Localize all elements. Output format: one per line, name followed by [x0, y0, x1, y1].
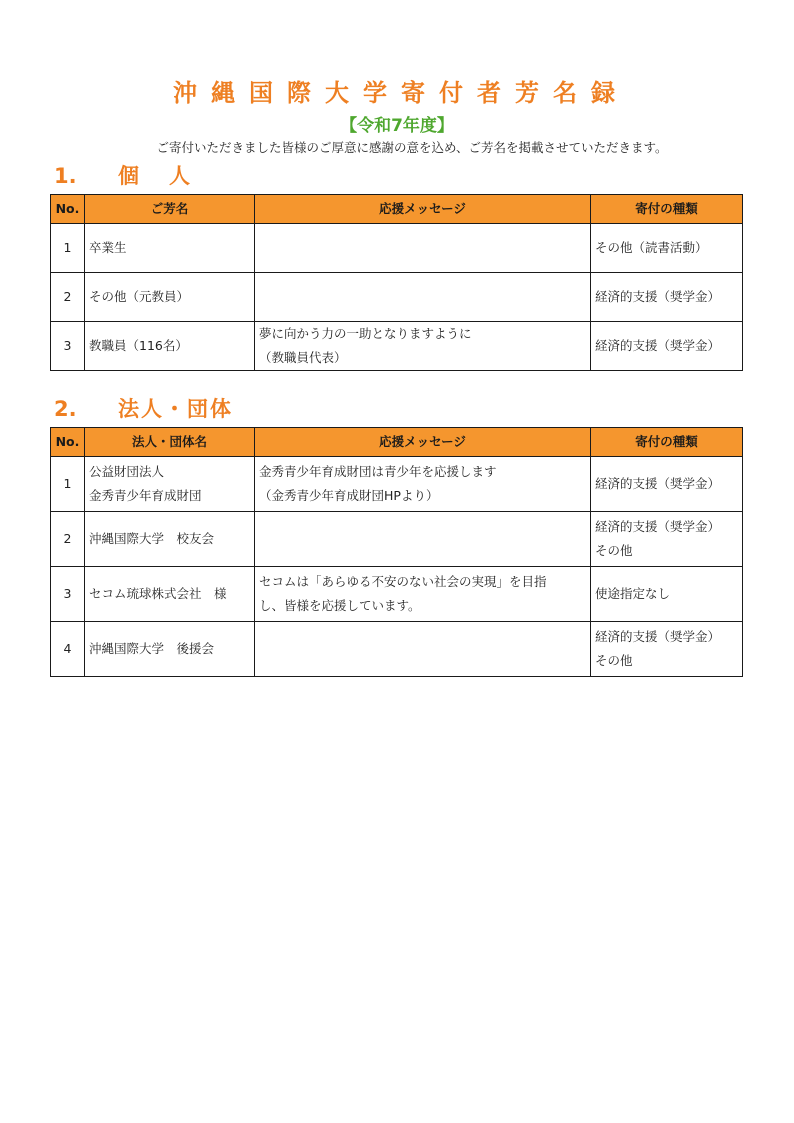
table-row [51, 224, 743, 273]
column-header-no: No. [51, 195, 85, 224]
row-number: 3 [51, 567, 85, 622]
row-number: 4 [51, 622, 85, 677]
message-cell [255, 622, 591, 677]
donor-name-cell [85, 512, 255, 567]
donation-type-cell [591, 567, 743, 622]
column-header-name: 法人・団体名 [85, 428, 255, 457]
donation-type-cell-line: その他 [595, 543, 633, 558]
section-label: 個人 [118, 164, 220, 188]
column-header-message: 応援メッセージ [255, 428, 591, 457]
table-row [51, 457, 743, 512]
row-number: 1 [51, 224, 85, 273]
message-cell [255, 567, 591, 622]
table-header-row [51, 428, 743, 457]
donor-name-cell-line: 沖縄国際大学 校友会 [89, 531, 215, 546]
donor-name-cell [85, 273, 255, 322]
message-cell-line: （教職員代表） [259, 350, 347, 365]
section-number: 2. [54, 397, 77, 421]
column-header-no: No. [51, 428, 85, 457]
donor-name-cell-line: その他（元教員） [89, 289, 190, 304]
fiscal-year: 【令和7年度】 [340, 116, 454, 136]
table-header-row [51, 195, 743, 224]
donation-type-cell-line: 経済的支援（奨学金） [595, 629, 721, 644]
message-cell [255, 224, 591, 273]
donation-type-cell-line: 経済的支援（奨学金） [595, 338, 721, 353]
donor-name-cell-line: 金秀青少年育成財団 [89, 488, 202, 503]
message-cell [255, 273, 591, 322]
donor-name-cell-line: 公益財団法人 [89, 464, 165, 479]
donation-type-cell-line: 経済的支援（奨学金） [595, 519, 721, 534]
donation-type-cell-line: 経済的支援（奨学金） [595, 476, 721, 491]
donation-type-cell-line: その他 [595, 653, 633, 668]
donation-type-cell [591, 224, 743, 273]
table-row [51, 622, 743, 677]
section-heading-individuals [54, 161, 220, 191]
donation-type-cell-line: 経済的支援（奨学金） [595, 289, 721, 304]
message-cell-line: 金秀青少年育成財団は青少年を応援します [259, 464, 497, 479]
individuals-table [50, 194, 743, 371]
row-number: 1 [51, 457, 85, 512]
donor-name-cell [85, 224, 255, 273]
individuals-table-body [51, 224, 743, 371]
message-cell-line: し、皆様を応援しています。 [259, 598, 421, 613]
column-header-type: 寄付の種類 [591, 195, 743, 224]
donor-name-cell-line: 沖縄国際大学 後援会 [89, 641, 215, 656]
message-cell-line: （金秀青少年育成財団HPより） [259, 488, 439, 503]
donation-type-cell-line: その他（読書活動） [595, 240, 708, 255]
donation-type-cell [591, 622, 743, 677]
table-row [51, 512, 743, 567]
donor-name-cell [85, 567, 255, 622]
donor-name-cell [85, 322, 255, 371]
message-cell [255, 512, 591, 567]
document-title: 沖縄国際大学寄付者芳名録 [173, 79, 629, 107]
section-number: 1. [54, 164, 77, 188]
row-number: 2 [51, 273, 85, 322]
message-cell [255, 322, 591, 371]
intro-text: ご寄付いただきました皆様のご厚意に感謝の意を込め、ご芳名を掲載させていただきます。 [156, 140, 668, 155]
organizations-table-body [51, 457, 743, 677]
table-row [51, 322, 743, 371]
column-header-type: 寄付の種類 [591, 428, 743, 457]
donation-type-cell [591, 512, 743, 567]
message-cell-line: セコムは「あらゆる不安のない社会の実現」を目指 [259, 574, 547, 589]
donor-name-cell [85, 622, 255, 677]
donation-type-cell [591, 322, 743, 371]
donor-name-cell-line: 卒業生 [89, 240, 127, 255]
donor-name-cell-line: セコム琉球株式会社 様 [89, 586, 227, 601]
organizations-table [50, 427, 743, 677]
donor-name-cell-line: 教職員（116名） [89, 338, 188, 353]
row-number: 2 [51, 512, 85, 567]
table-row [51, 567, 743, 622]
row-number: 3 [51, 322, 85, 371]
section-heading-organizations [54, 394, 233, 424]
message-cell [255, 457, 591, 512]
message-cell-line: 夢に向かう力の一助となりますように [259, 326, 472, 341]
column-header-message: 応援メッセージ [255, 195, 591, 224]
donor-name-cell [85, 457, 255, 512]
section-label: 法人・団体 [118, 397, 233, 421]
column-header-name: ご芳名 [85, 195, 255, 224]
donation-type-cell [591, 457, 743, 512]
donation-type-cell [591, 273, 743, 322]
donation-type-cell-line: 使途指定なし [595, 586, 671, 601]
table-row [51, 273, 743, 322]
